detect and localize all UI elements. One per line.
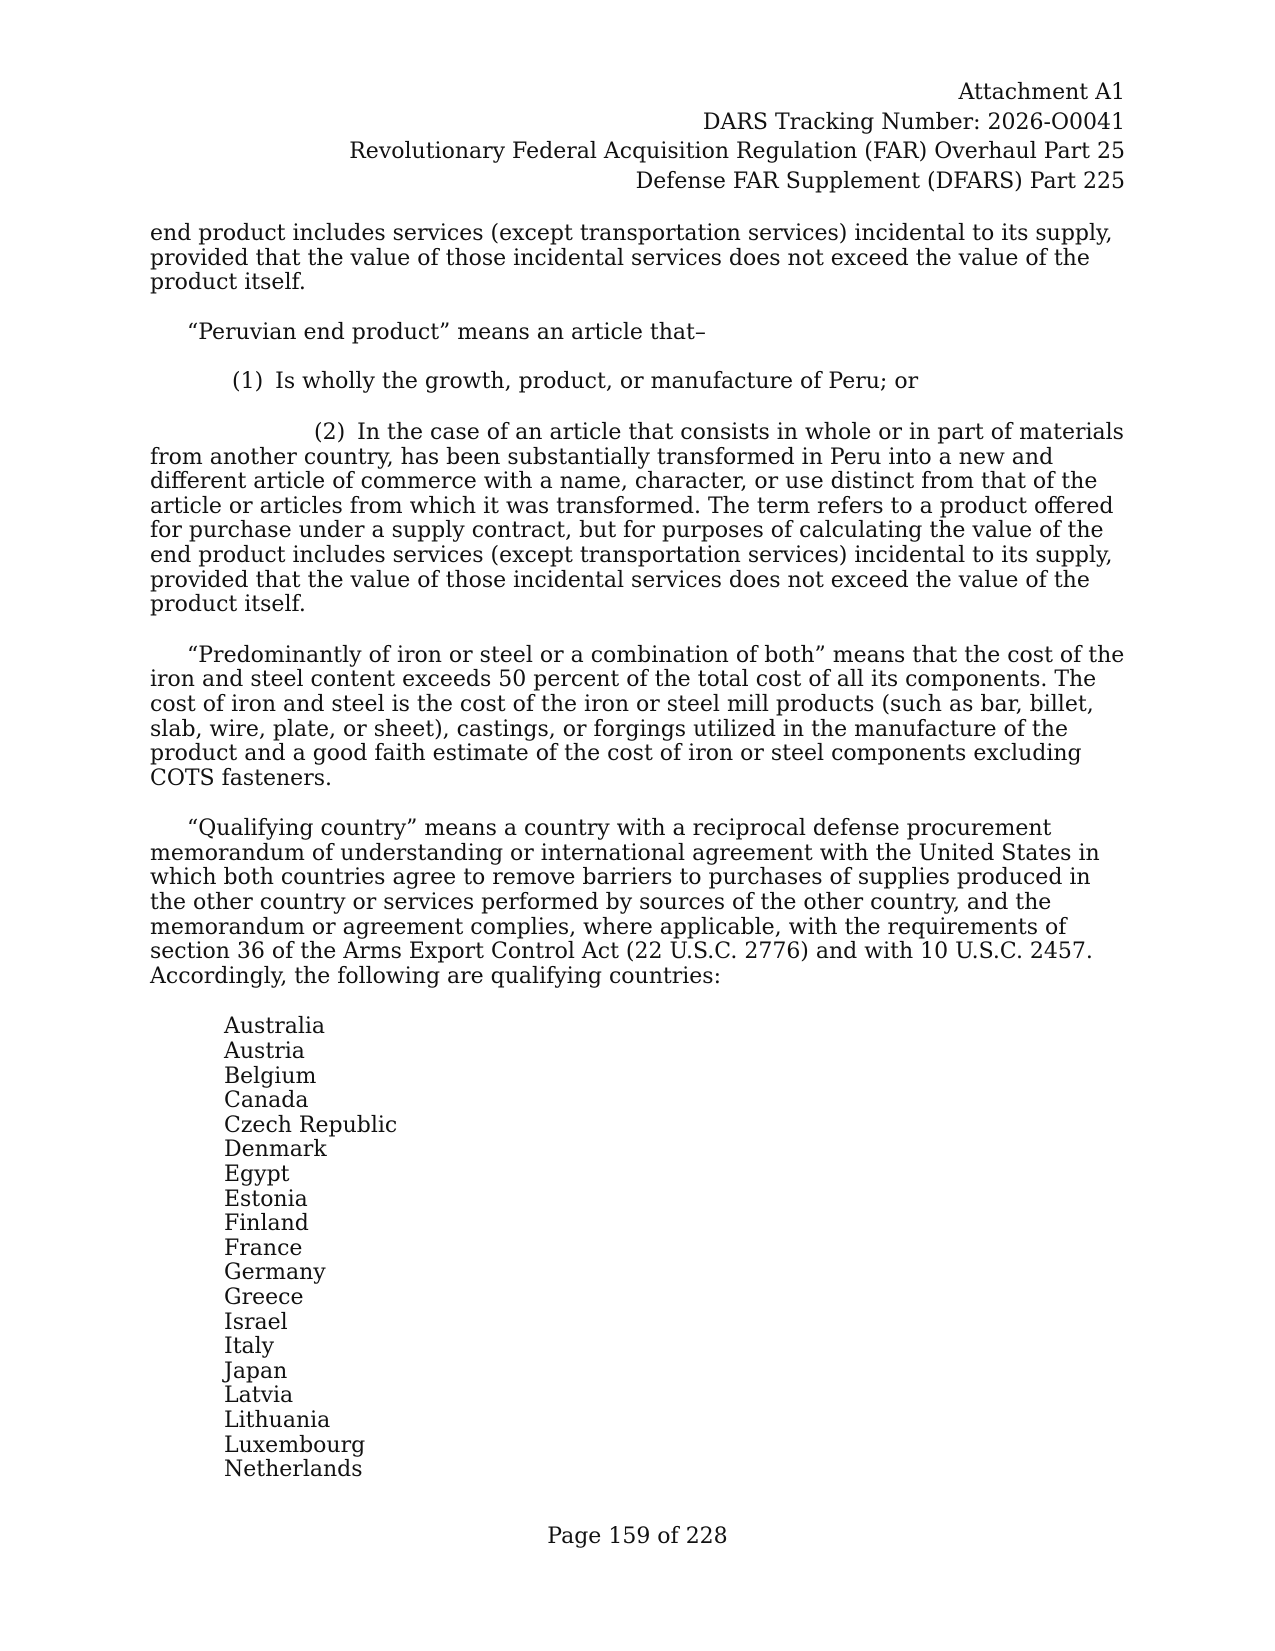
predominantly-iron-steel-definition: “Predominantly of iron or steel or a combination of both” means that the cost of the iron and steel content exceeds 50 percent of the total cost of all its components. The cost of iron and steel is the cost of the iron or steel mill products (such as bar, billet, slab, wire, plate, or sheet), castings, or forgings utilized in the manufacture of the product and a good faith estimate of the cost of iron or steel components excluding COTS fasteners. [150,642,1125,791]
header-tracking-number: DARS Tracking Number: 2026-O0041 [702,109,1125,135]
list-item: Czech Republic [224,1112,398,1138]
header-far-part: Revolutionary Federal Acquisition Regulation (FAR) Overhaul Part 25 [349,139,1125,164]
list-item: Belgium [224,1063,317,1089]
qualifying-countries-list [150,1015,1125,1482]
list-item: Greece [224,1284,304,1310]
header-attachment: Attachment A1 [958,80,1125,105]
page-number: Page 159 of 228 [547,1524,728,1549]
item-number: (2) [314,419,346,445]
list-item: Latvia [224,1383,294,1409]
page-body [150,222,1125,1483]
item-number: (1) [232,369,264,395]
list-item: Germany [224,1260,326,1286]
list-item: Italy [224,1334,275,1360]
list-item: France [224,1235,303,1261]
header-dfars-part: Defense FAR Supplement (DFARS) Part 225 [635,168,1125,194]
item-text: Is wholly the growth, product, or manufacture of Peru; or [275,369,919,395]
list-item: Finland [224,1211,309,1237]
peruvian-item-1 [150,370,1125,395]
list-item: Lithuania [224,1407,331,1433]
list-item: Netherlands [224,1457,363,1483]
list-item: Egypt [224,1162,290,1187]
item-text: In the case of an article that consists in whole or in part of materials from another country, has been substantially transformed in Peru into a new and different article of commerce with a name, character, or use distinct from that of the article or articles from which it was transformed. The term refers to a product offered for purchase under a supply contract, but for purposes of calculating the value of the end product includes services (except transportation services) incidental to its supply, provided that the value of those incidental services does not exceed the value of the product itself. [150,419,1124,618]
list-item: Austria [224,1039,305,1065]
peruvian-definition-intro: “Peruvian end product” means an article that– [187,319,706,345]
list-item: Luxembourg [224,1432,366,1458]
list-item: Israel [224,1309,288,1335]
list-item: Denmark [224,1137,327,1163]
page-header [165,78,1125,196]
qualifying-country-definition: “Qualifying country” means a country with a reciprocal defense procurement memorandum of understanding or international agreement with the United States in which both countries agree to remove barriers to purchases of supplies produced in the other country or services performed by sources of the other country, and the memorandum or agreement complies, where applicable, with the requirements of section 36 of the Arms Export Control Act (22 U.S.C. 2776) and with 10 U.S.C. 2457. Accordingly, the following are qualifying countries: [150,816,1100,989]
list-item: Canada [224,1088,309,1114]
list-item: Estonia [224,1186,308,1212]
list-item: Australia [224,1014,326,1040]
list-item: Japan [224,1358,288,1384]
peruvian-item-2 [150,421,1125,618]
continuation-paragraph: end product includes services (except transportation services) incidental to its supply, provided that the value of those incidental services does not exceed the value of the product itself. [150,221,1113,296]
